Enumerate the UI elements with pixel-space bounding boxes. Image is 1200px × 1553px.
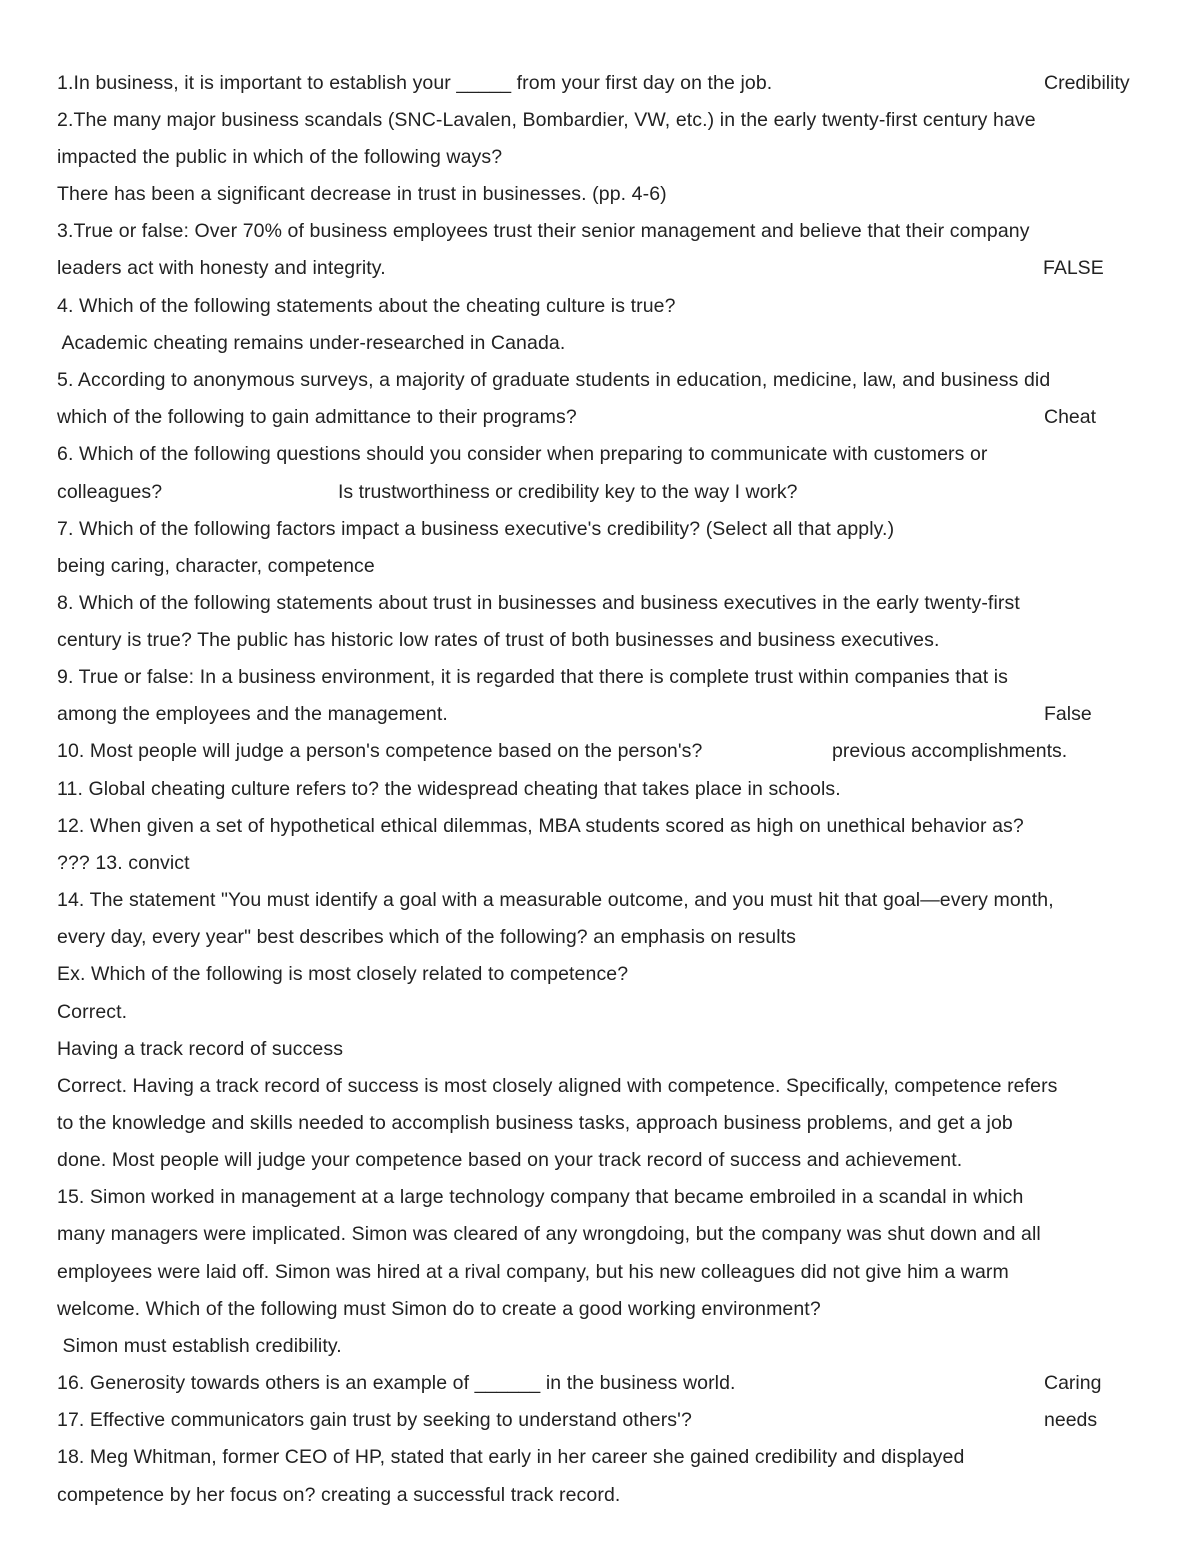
- text-line: 9. True or false: In a business environment, it is regarded that there is complete trust within companies that is: [57, 666, 1009, 688]
- text-line: Simon must establish credibility.: [57, 1335, 342, 1357]
- answer-q6: Is trustworthiness or credibility key to the way I work?: [338, 481, 798, 503]
- text-line: Ex. Which of the following is most closely related to competence?: [57, 963, 629, 985]
- text-line: 16. Generosity towards others is an example of ______ in the business world.: [57, 1372, 736, 1394]
- text-line: 2.The many major business scandals (SNC-Lavalen, Bombardier, VW, etc.) in the early twenty-first century have: [57, 109, 1036, 131]
- answer-q10: previous accomplishments.: [832, 740, 1068, 762]
- text-line: 11. Global cheating culture refers to? the widespread cheating that takes place in schools.: [57, 778, 841, 800]
- text-line: colleagues?: [57, 481, 163, 503]
- text-line: among the employees and the management.: [57, 703, 448, 725]
- text-line: There has been a significant decrease in trust in businesses. (pp. 4-6): [57, 183, 667, 205]
- text-line: welcome. Which of the following must Simon do to create a good working environment?: [57, 1298, 821, 1320]
- text-line: 10. Most people will judge a person's competence based on the person's?: [57, 740, 703, 762]
- text-line: 12. When given a set of hypothetical ethical dilemmas, MBA students scored as high on unethical behavior as?: [57, 815, 1024, 837]
- text-line: ??? 13. convict: [57, 852, 190, 874]
- text-line: Academic cheating remains under-researched in Canada.: [57, 332, 566, 354]
- text-line: 8. Which of the following statements about trust in businesses and business executives in the early twenty-first: [57, 592, 1020, 614]
- text-line: 3.True or false: Over 70% of business employees trust their senior management and believe that their company: [57, 220, 1030, 242]
- answer-q17: needs: [1044, 1409, 1098, 1431]
- text-line: 14. The statement "You must identify a goal with a measurable outcome, and you must hit that goal—every month,: [57, 889, 1054, 911]
- text-line: 18. Meg Whitman, former CEO of HP, stated that early in her career she gained credibility and displayed: [57, 1446, 965, 1468]
- answer-q16: Caring: [1044, 1372, 1102, 1394]
- text-line: 4. Which of the following statements about the cheating culture is true?: [57, 295, 676, 317]
- text-line: competence by her focus on? creating a successful track record.: [57, 1484, 621, 1506]
- text-line: done. Most people will judge your competence based on your track record of success and achievement.: [57, 1149, 963, 1171]
- text-line: 7. Which of the following factors impact a business executive's credibility? (Select all that apply.): [57, 518, 895, 540]
- answer-q5: Cheat: [1044, 406, 1097, 428]
- text-line: Correct.: [57, 1001, 128, 1023]
- text-line: to the knowledge and skills needed to accomplish business tasks, approach business problems, and get a job: [57, 1112, 1013, 1134]
- text-line: Having a track record of success: [57, 1038, 344, 1060]
- text-line: century is true? The public has historic low rates of trust of both businesses and business executives.: [57, 629, 940, 651]
- text-line: 5. According to anonymous surveys, a majority of graduate students in education, medicine, law, and business did: [57, 369, 1051, 391]
- text-line: every day, every year" best describes which of the following? an emphasis on results: [57, 926, 796, 948]
- text-line: 6. Which of the following questions should you consider when preparing to communicate with customers or: [57, 443, 988, 465]
- answer-q3: FALSE: [1043, 257, 1104, 279]
- text-line: impacted the public in which of the following ways?: [57, 146, 503, 168]
- text-line: employees were laid off. Simon was hired at a rival company, but his new colleagues did not give him a warm: [57, 1261, 1009, 1283]
- text-line: which of the following to gain admittance to their programs?: [57, 406, 577, 428]
- text-line: many managers were implicated. Simon was cleared of any wrongdoing, but the company was shut down and all: [57, 1223, 1041, 1245]
- text-line: Correct. Having a track record of success is most closely aligned with competence. Specifically, competence refers: [57, 1075, 1058, 1097]
- answer-q9: False: [1044, 703, 1092, 725]
- text-line: being caring, character, competence: [57, 555, 375, 577]
- answer-q1: Credibility: [1044, 72, 1130, 94]
- text-line: 17. Effective communicators gain trust by seeking to understand others'?: [57, 1409, 692, 1431]
- text-line: 15. Simon worked in management at a large technology company that became embroiled in a scandal in which: [57, 1186, 1024, 1208]
- text-line: 1.In business, it is important to establish your _____ from your first day on the job.: [57, 72, 773, 94]
- text-line: leaders act with honesty and integrity.: [57, 257, 386, 279]
